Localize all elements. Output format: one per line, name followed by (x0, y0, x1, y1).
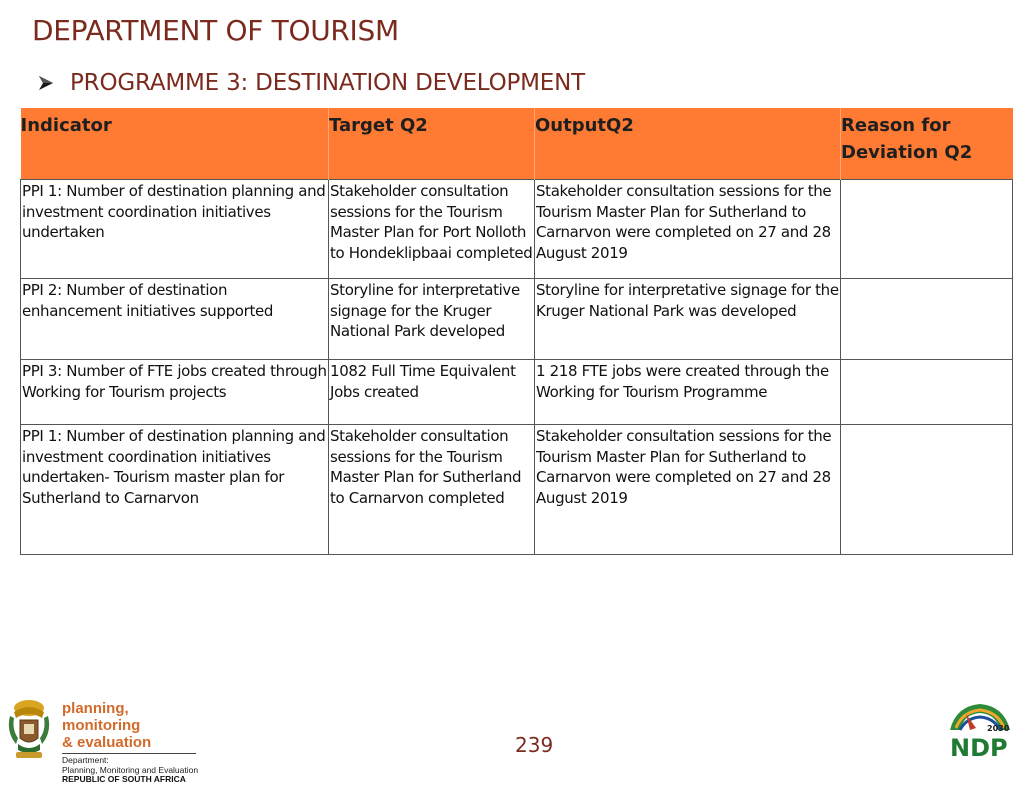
target-cell: Stakeholder consultation sessions for the Tourism Master Plan for Sutherland to Carnarvon completed (329, 425, 535, 555)
table-row (21, 425, 1013, 555)
column-header-indicator: Indicator (21, 108, 329, 180)
country-name: REPUBLIC OF SOUTH AFRICA (62, 774, 186, 784)
dept-name: Planning, Monitoring and Evaluation (62, 764, 199, 775)
subtitle-row (36, 70, 585, 96)
indicator-table (20, 108, 1013, 555)
ndp-2030-logo-icon (946, 700, 1014, 760)
indicator-cell: PPI 1: Number of destination planning and investment coordination initiatives undertaken (21, 180, 329, 279)
output-cell: Stakeholder consultation sessions for the Tourism Master Plan for Sutherland to Carnarvon were completed on 27 and 28 August 2019 (535, 180, 841, 279)
reason-cell (841, 180, 1013, 279)
page-number: 239 (515, 733, 554, 757)
indicator-cell: PPI 1: Number of destination planning and investment coordination initiatives undertaken- Tourism master plan for Sutherland to Carnarvon (21, 425, 329, 555)
output-cell: Stakeholder consultation sessions for the Tourism Master Plan for Sutherland to Carnarvon were completed on 27 and 28 August 2019 (535, 425, 841, 555)
reason-cell (841, 360, 1013, 425)
table-row (21, 279, 1013, 360)
pme-logo (4, 698, 204, 784)
indicator-cell: PPI 3: Number of FTE jobs created through Working for Tourism projects (21, 360, 329, 425)
pme-wordmark-line2: & evaluation (62, 734, 152, 751)
indicator-cell: PPI 2: Number of destination enhancement initiatives supported (21, 279, 329, 360)
table-row (21, 180, 1013, 279)
ndp-year: 2030 (987, 724, 1010, 733)
column-header-target: Target Q2 (329, 108, 535, 180)
pme-wordmark-line1: planning, monitoring (62, 700, 141, 734)
table-row (21, 360, 1013, 425)
coat-of-arms-icon (4, 698, 54, 762)
target-cell: Storyline for interpretative signage for the Kruger National Park developed (329, 279, 535, 360)
ndp-wordmark: NDP (950, 734, 1008, 760)
page-title: DEPARTMENT OF TOURISM (32, 14, 399, 47)
target-cell: Stakeholder consultation sessions for the Tourism Master Plan for Port Nolloth to Hondeklipbaai completed (329, 180, 535, 279)
column-header-output: OutputQ2 (535, 108, 841, 180)
arrowhead-bullet-icon (36, 73, 56, 93)
target-cell: 1082 Full Time Equivalent Jobs created (329, 360, 535, 425)
output-cell: 1 218 FTE jobs were created through the Working for Tourism Programme (535, 360, 841, 425)
programme-subtitle: PROGRAMME 3: DESTINATION DEVELOPMENT (70, 70, 585, 96)
reason-cell (841, 279, 1013, 360)
dept-label: Department: (62, 755, 109, 765)
reason-cell (841, 425, 1013, 555)
output-cell: Storyline for interpretative signage for the Kruger National Park was developed (535, 279, 841, 360)
logo-divider (62, 753, 196, 754)
table-header-row (21, 108, 1013, 180)
column-header-reason: Reason for Deviation Q2 (841, 108, 1013, 180)
